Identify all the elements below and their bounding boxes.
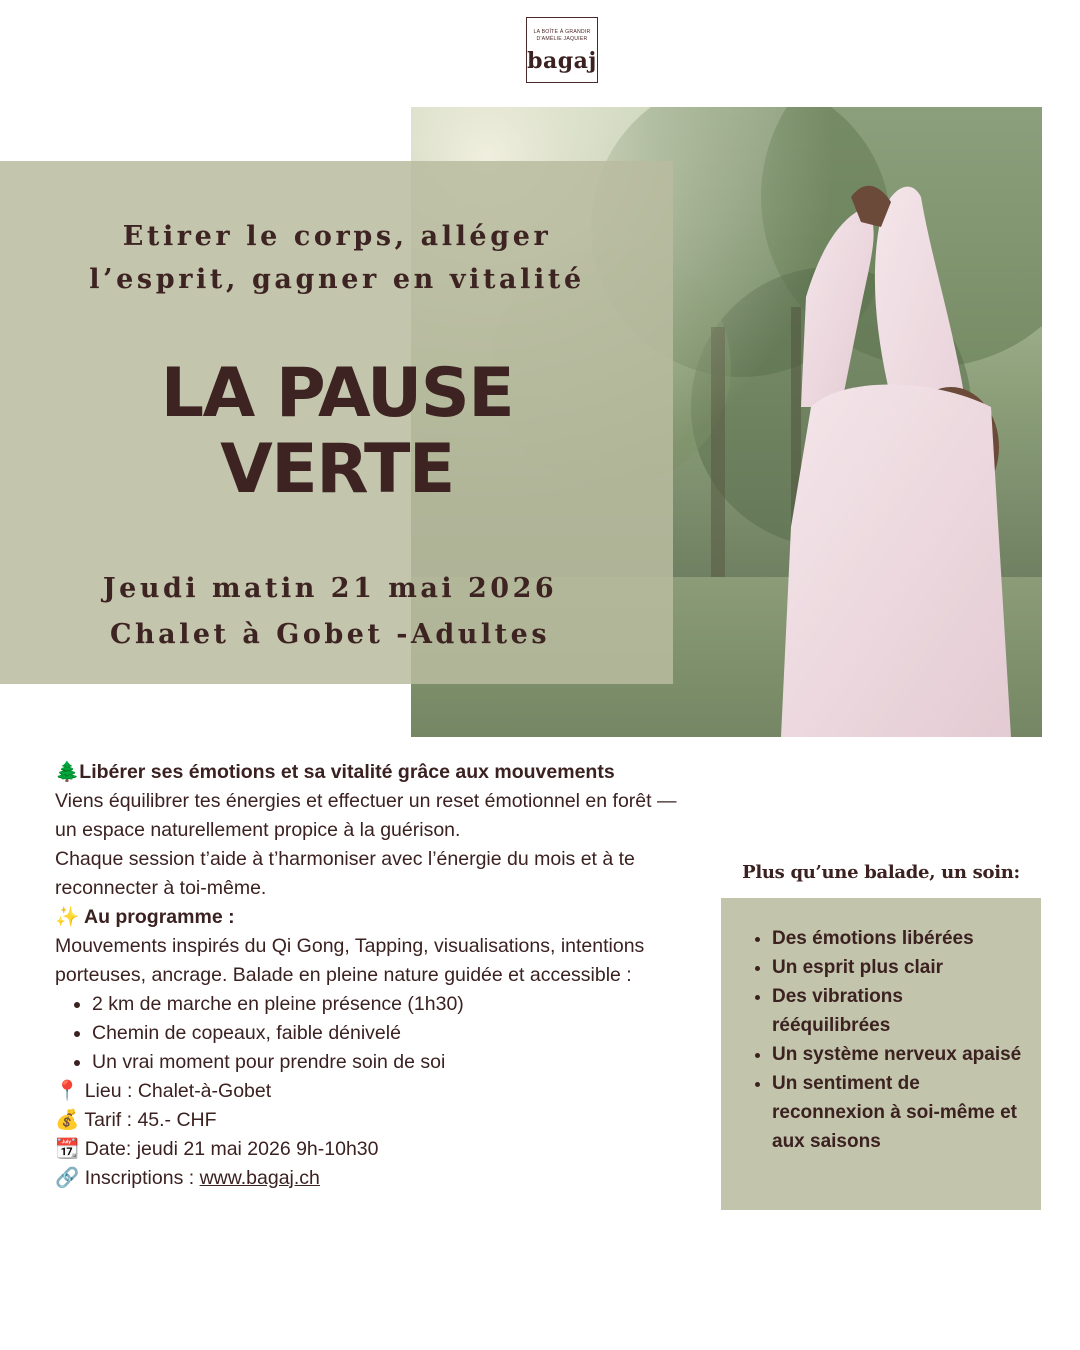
link-icon: 🔗 (55, 1167, 80, 1189)
hero-tagline-line2: l’esprit, gagner en vitalité (89, 264, 585, 295)
benefit-item: • Un sentiment de reconnexion à soi-même et aux saisons (772, 1069, 1025, 1156)
section-heading-text: Libérer ses émotions et sa vitalité grâce aux mouvements (79, 761, 615, 783)
benefit-item: • Des vibrations rééquilibrées (772, 982, 1025, 1040)
list-item: • Chemin de copeaux, faible dénivelé (92, 1019, 695, 1048)
section-heading (55, 758, 695, 787)
date-line (55, 1135, 695, 1164)
benefits-box (721, 898, 1041, 1210)
title-line2: VERTE (220, 430, 454, 509)
benefits-heading: Plus qu’une balade, un soin: (742, 862, 1020, 883)
program-paragraph: Mouvements inspirés du Qi Gong, Tapping, visualisations, intentions porteuses, ancrage. Balade en pleine nature guidée et accessible : (55, 935, 645, 986)
program-heading-text: Au programme : (83, 906, 235, 928)
registration-label: Inscriptions : (84, 1167, 200, 1189)
price-line (55, 1106, 695, 1135)
benefits-list (735, 924, 1025, 1156)
title-line1: LA PAUSE (160, 354, 514, 433)
hero-tagline-line1: Etirer le corps, alléger (122, 221, 552, 252)
benefit-item: • Un système nerveux apaisé (772, 1040, 1025, 1069)
date-text: Date: jeudi 21 mai 2026 9h-10h30 (84, 1138, 379, 1160)
event-date-location (30, 566, 630, 658)
program-heading (55, 903, 695, 932)
event-description (55, 758, 695, 1193)
brand-logo (526, 17, 598, 83)
hero-tagline (40, 215, 634, 301)
registration-link[interactable]: www.bagaj.ch (199, 1167, 320, 1189)
sparkles-icon: ✨ (55, 906, 80, 928)
pin-icon: 📍 (55, 1080, 80, 1102)
list-item: • Un vrai moment pour prendre soin de soi (92, 1048, 695, 1077)
page-title (40, 356, 634, 508)
registration-line (55, 1164, 695, 1193)
program-list (55, 990, 695, 1077)
location-line (55, 1077, 695, 1106)
logo-tagline: LA BOÎTE À GRANDIR D'AMÉLIE JAQUIER (533, 29, 591, 42)
event-date: Jeudi matin 21 mai 2026 (102, 573, 558, 604)
intro-paragraph-1: Viens équilibrer tes énergies et effectuer un reset émotionnel en forêt — un espace naturellement propice à la guérison. (55, 790, 677, 841)
price-text: Tarif : 45.- CHF (84, 1109, 217, 1131)
logo-wordmark: bagaj (527, 48, 597, 74)
calendar-icon: 📆 (55, 1138, 80, 1160)
tree-icon: 🌲 (55, 761, 80, 783)
benefit-item: • Des émotions libérées (772, 924, 1025, 953)
location-text: Lieu : Chalet-à-Gobet (84, 1080, 272, 1102)
intro-paragraph-2: Chaque session t’aide à t’harmoniser avec l’énergie du mois et à te reconnecter à toi-même. (55, 848, 635, 899)
money-bag-icon: 💰 (55, 1109, 80, 1131)
list-item: • 2 km de marche en pleine présence (1h30) (92, 990, 695, 1019)
benefit-item: • Un esprit plus clair (772, 953, 1025, 982)
event-location: Chalet à Gobet -Adultes (109, 619, 551, 650)
